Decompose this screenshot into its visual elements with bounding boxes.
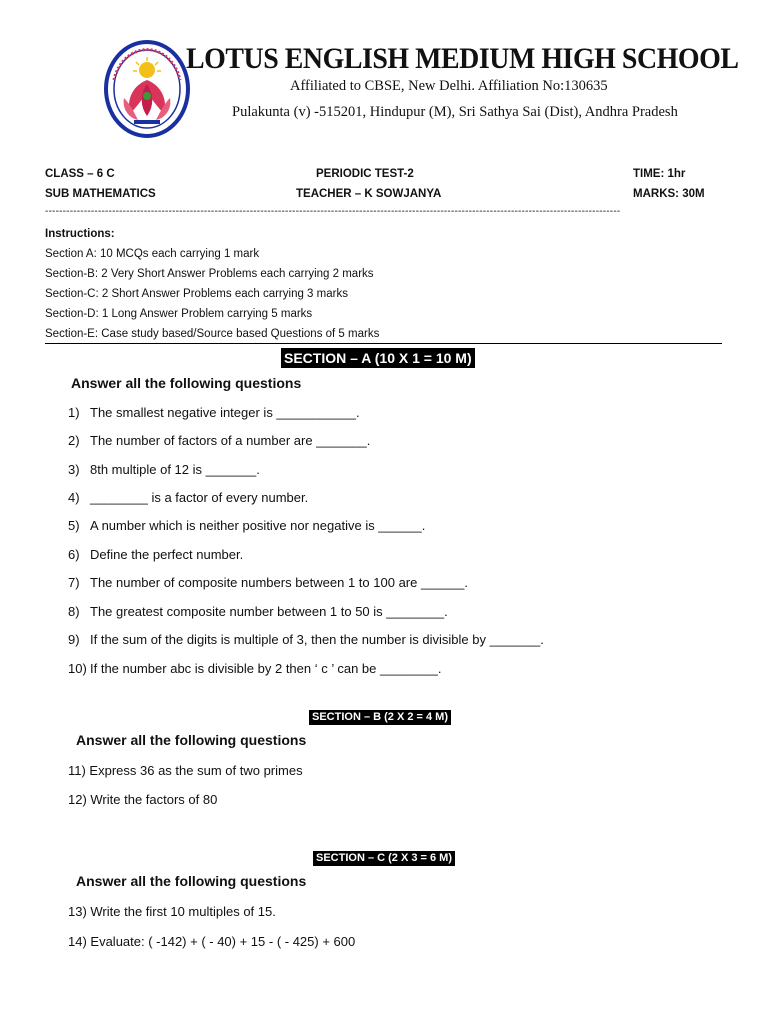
question-item — [0, 518, 768, 536]
marks-label: MARKS: 30M — [633, 188, 705, 200]
question-number: 2) — [68, 433, 80, 448]
horizontal-rule — [45, 343, 722, 344]
question-item: 14) Evaluate: ( -142) + ( - 40) + 15 - ( - 425) + 600 — [68, 934, 356, 949]
question-text: If the number abc is divisible by 2 then ‘ c ’ can be ________. — [90, 661, 442, 676]
question-number: 1) — [68, 405, 80, 420]
section-a-subheading: Answer all the following questions — [71, 375, 302, 391]
question-number: 7) — [68, 575, 80, 590]
instructions-title: Instructions: — [45, 228, 115, 240]
school-logo-icon — [104, 40, 190, 138]
subject-label: SUB MATHEMATICS — [45, 188, 156, 200]
school-name: LOTUS ENGLISH MEDIUM HIGH SCHOOL — [186, 42, 739, 75]
question-number: 4) — [68, 490, 80, 505]
question-item — [0, 661, 768, 679]
question-text: Define the perfect number. — [90, 547, 244, 562]
question-item — [0, 433, 768, 451]
question-number: 5) — [68, 518, 80, 533]
question-item — [0, 405, 768, 423]
question-text: The number of factors of a number are _______. — [90, 433, 371, 448]
question-item — [0, 632, 768, 650]
question-number: 9) — [68, 632, 80, 647]
question-item — [0, 547, 768, 565]
dashed-separator: ------------------------------------------------------------------------------------------------------------------------------------------------------------------- — [45, 208, 621, 216]
school-address: Pulakunta (v) -515201, Hindupur (M), Sri Sathya Sai (Dist), Andhra Pradesh — [232, 104, 678, 120]
section-c-heading: SECTION – C (2 X 3 = 6 M) — [313, 851, 455, 866]
instruction-item: Section-D: 1 Long Answer Problem carrying 5 marks — [45, 308, 313, 320]
question-text: If the sum of the digits is multiple of 3, then the number is divisible by _______. — [90, 632, 544, 647]
instruction-item: Section-B: 2 Very Short Answer Problems each carrying 2 marks — [45, 268, 374, 280]
teacher-label: TEACHER – K SOWJANYA — [296, 188, 442, 200]
question-number: 6) — [68, 547, 80, 562]
question-item: 13) Write the first 10 multiples of 15. — [68, 904, 276, 919]
instruction-item: Section-C: 2 Short Answer Problems each carrying 3 marks — [45, 288, 348, 300]
time-label: TIME: 1hr — [633, 168, 686, 180]
question-item — [0, 462, 768, 480]
question-item: 12) Write the factors of 80 — [68, 792, 218, 807]
section-c-subheading: Answer all the following questions — [76, 873, 307, 889]
question-item — [0, 575, 768, 593]
question-text: A number which is neither positive nor negative is ______. — [90, 518, 426, 533]
question-item — [0, 604, 768, 622]
question-number: 3) — [68, 462, 80, 477]
test-label: PERIODIC TEST-2 — [316, 168, 414, 180]
section-b-heading: SECTION – B (2 X 2 = 4 M) — [309, 710, 451, 725]
question-text: 8th multiple of 12 is _______. — [90, 462, 260, 477]
question-text: ________ is a factor of every number. — [90, 490, 309, 505]
class-label: CLASS – 6 C — [45, 168, 115, 180]
section-a-heading: SECTION – A (10 X 1 = 10 M) — [281, 348, 475, 368]
question-item: 11) Express 36 as the sum of two primes — [68, 763, 303, 778]
instruction-item: Section A: 10 MCQs each carrying 1 mark — [45, 248, 260, 260]
instruction-item: Section-E: Case study based/Source based Questions of 5 marks — [45, 328, 380, 340]
question-text: The number of composite numbers between 1 to 100 are ______. — [90, 575, 468, 590]
section-b-subheading: Answer all the following questions — [76, 732, 307, 748]
question-number: 8) — [68, 604, 80, 619]
question-text: The greatest composite number between 1 to 50 is ________. — [90, 604, 448, 619]
question-item — [0, 490, 768, 508]
question-text: The smallest negative integer is ___________. — [90, 405, 360, 420]
question-number: 10) — [68, 661, 87, 676]
affiliation-text: Affiliated to CBSE, New Delhi. Affiliation No:130635 — [290, 78, 608, 94]
